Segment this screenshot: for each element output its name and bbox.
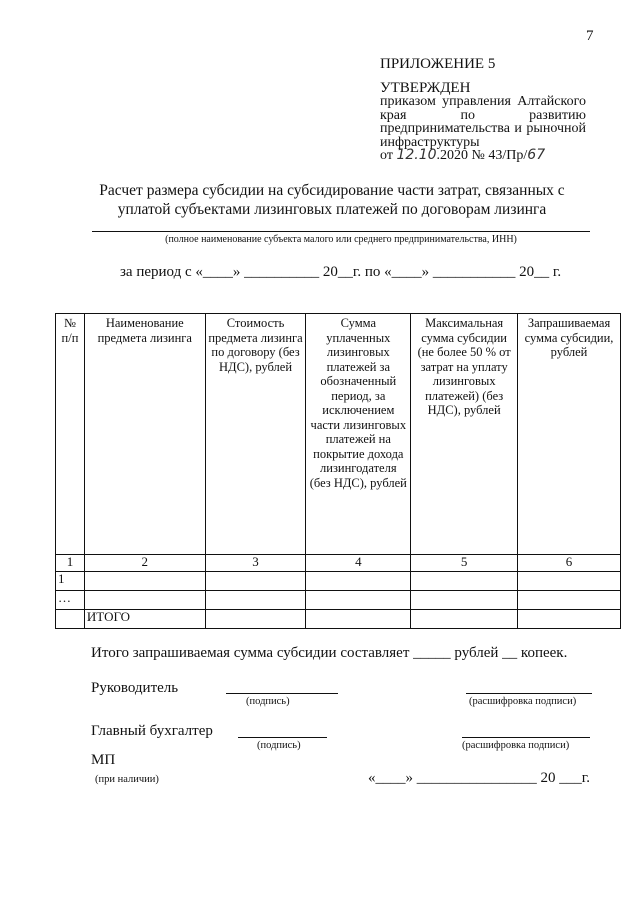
table-cell bbox=[411, 610, 518, 629]
approved-label: УТВЕРЖДЕН bbox=[380, 80, 471, 96]
accountant-signature-hint: (подпись) bbox=[257, 740, 301, 751]
table-cell bbox=[205, 591, 306, 610]
subsidy-table bbox=[55, 313, 621, 629]
order-date-prefix: от bbox=[380, 148, 393, 164]
page-number: 7 bbox=[586, 28, 594, 44]
total-row bbox=[56, 610, 621, 629]
row-number: … bbox=[56, 591, 85, 610]
period-line: за период с «____» __________ 20__г. по «____» ___________ 20__ г. bbox=[120, 264, 562, 280]
table-cell bbox=[84, 572, 205, 591]
column-number-row bbox=[56, 555, 621, 572]
chief-accountant-label: Главный бухгалтер bbox=[91, 723, 213, 739]
order-date-rest: .2020 № 43/Пр/ bbox=[436, 148, 528, 164]
table-cell bbox=[205, 572, 306, 591]
column-number: 4 bbox=[306, 555, 411, 572]
stamp-if-any: (при наличии) bbox=[95, 774, 159, 785]
table-cell bbox=[306, 591, 411, 610]
order-reference bbox=[380, 95, 586, 163]
table-header-row bbox=[56, 314, 621, 555]
table-cell bbox=[306, 610, 411, 629]
director-signature-hint: (подпись) bbox=[246, 696, 290, 707]
accountant-decode-hint: (расшифровка подписи) bbox=[462, 740, 570, 751]
table-row bbox=[56, 572, 621, 591]
director-label: Руководитель bbox=[91, 680, 179, 696]
header-cell: Сумма уплаченных лизинговых платежей за обозначенный период, за исключением части лизинговых платежей на покрытие дохода лизингодателя (без НДС), рублей bbox=[306, 314, 411, 555]
table-cell bbox=[518, 591, 621, 610]
table-cell bbox=[306, 572, 411, 591]
stamp-label: МП bbox=[91, 752, 116, 768]
column-number: 3 bbox=[205, 555, 306, 572]
document-title: Расчет размера субсидии на субсидирование части затрат, связанных с уплатой субъектами лизинговых платежей по договорам лизинга bbox=[99, 182, 565, 218]
accountant-signature-line bbox=[238, 737, 327, 738]
row-number: 1 bbox=[56, 572, 85, 591]
table-row bbox=[56, 591, 621, 610]
order-text: приказом управления Алтайского края по развитию предпринимательства и рыночной инфраструктуры bbox=[380, 94, 586, 150]
column-number: 5 bbox=[411, 555, 518, 572]
director-signature-line bbox=[226, 693, 338, 694]
handwritten-date: 12.10 bbox=[396, 147, 437, 164]
header-cell: Стоимость предмета лизинга по договору (без НДС), рублей bbox=[205, 314, 306, 555]
column-number: 1 bbox=[56, 555, 85, 572]
table-cell bbox=[84, 591, 205, 610]
subject-name-hint: (полное наименование субъекта малого или среднего предпринимательства, ИНН) bbox=[165, 234, 517, 245]
table-cell bbox=[56, 610, 85, 629]
handwritten-order-number: 67 bbox=[527, 147, 546, 164]
table-cell bbox=[205, 610, 306, 629]
table-cell bbox=[518, 610, 621, 629]
appendix-label: ПРИЛОЖЕНИЕ 5 bbox=[380, 56, 496, 72]
column-number: 2 bbox=[84, 555, 205, 572]
date-line: «____» ________________ 20 ___г. bbox=[368, 770, 590, 786]
header-cell: № п/п bbox=[56, 314, 85, 555]
table-cell bbox=[411, 572, 518, 591]
header-cell: Максимальная сумма субсидии (не более 50 % от затрат на уплату лизинговых платежей) (без НДС), рублей bbox=[411, 314, 518, 555]
header-cell: Наименование предмета лизинга bbox=[84, 314, 205, 555]
table-cell bbox=[411, 591, 518, 610]
subject-name-line bbox=[92, 231, 590, 232]
total-label: ИТОГО bbox=[84, 610, 205, 629]
column-number: 6 bbox=[518, 555, 621, 572]
table-cell bbox=[518, 572, 621, 591]
director-decode-line bbox=[466, 693, 592, 694]
total-requested-line: Итого запрашиваемая сумма субсидии составляет _____ рублей __ копеек. bbox=[91, 645, 568, 661]
director-decode-hint: (расшифровка подписи) bbox=[469, 696, 577, 707]
accountant-decode-line bbox=[462, 737, 590, 738]
header-cell: Запрашиваемая сумма субсидии, рублей bbox=[518, 314, 621, 555]
